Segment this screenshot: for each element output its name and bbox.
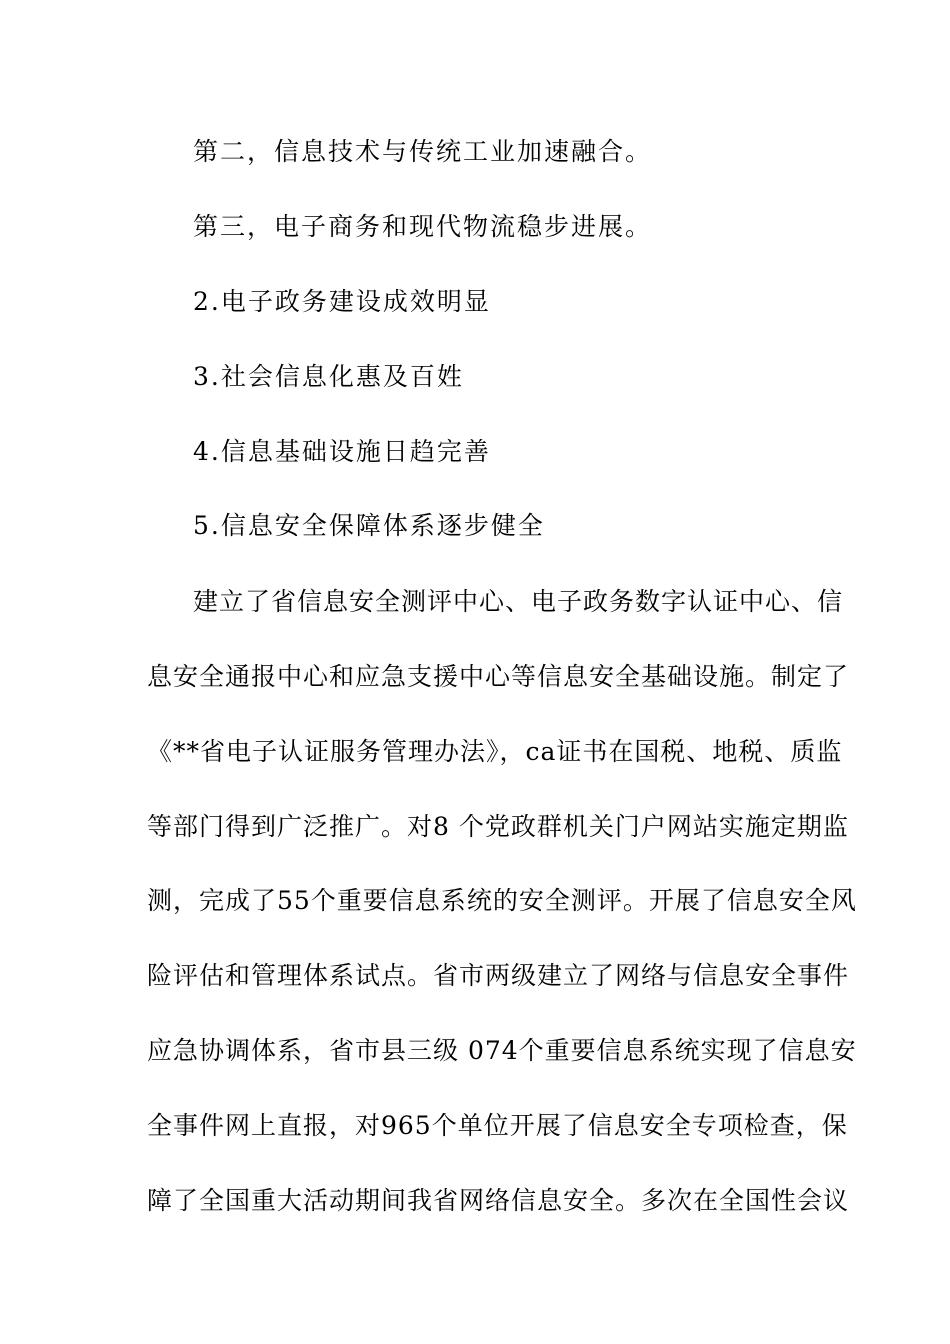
heading-e-government: 2.电子政务建设成效明显 bbox=[193, 287, 491, 316]
heading-infrastructure: 4.信息基础设施日趋完善 bbox=[193, 437, 491, 466]
paragraph-second: 第二，信息技术与传统工业加速融合。 bbox=[193, 137, 653, 166]
paragraph-third: 第三，电子商务和现代物流稳步进展。 bbox=[193, 212, 653, 241]
heading-security-system: 5.信息安全保障体系逐步健全 bbox=[193, 511, 545, 540]
body-line-3: 《**省电子认证服务管理办法》，ca证书在国税、地税、质监 bbox=[147, 737, 843, 766]
body-line-9: 障了全国重大活动期间我省网络信息安全。多次在全国性会议 bbox=[147, 1186, 850, 1215]
body-line-6: 险评估和管理体系试点。省市两级建立了网络与信息安全事件 bbox=[147, 961, 850, 990]
body-line-1: 建立了省信息安全测评中心、电子政务数字认证中心、信 bbox=[193, 587, 844, 616]
body-line-8: 全事件网上直报，对965个单位开展了信息安全专项检查，保 bbox=[147, 1111, 848, 1140]
body-line-5: 测，完成了55个重要信息系统的安全测评。开展了信息安全风 bbox=[147, 886, 857, 915]
body-line-4: 等部门得到广泛推广。对8 个党政群机关门户网站实施定期监 bbox=[147, 812, 849, 841]
heading-social-informatization: 3.社会信息化惠及百姓 bbox=[193, 362, 464, 391]
body-line-7: 应急协调体系，省市县三级 074个重要信息系统实现了信息安 bbox=[147, 1036, 857, 1065]
body-line-2: 息安全通报中心和应急支援中心等信息安全基础设施。制定了 bbox=[147, 662, 850, 691]
